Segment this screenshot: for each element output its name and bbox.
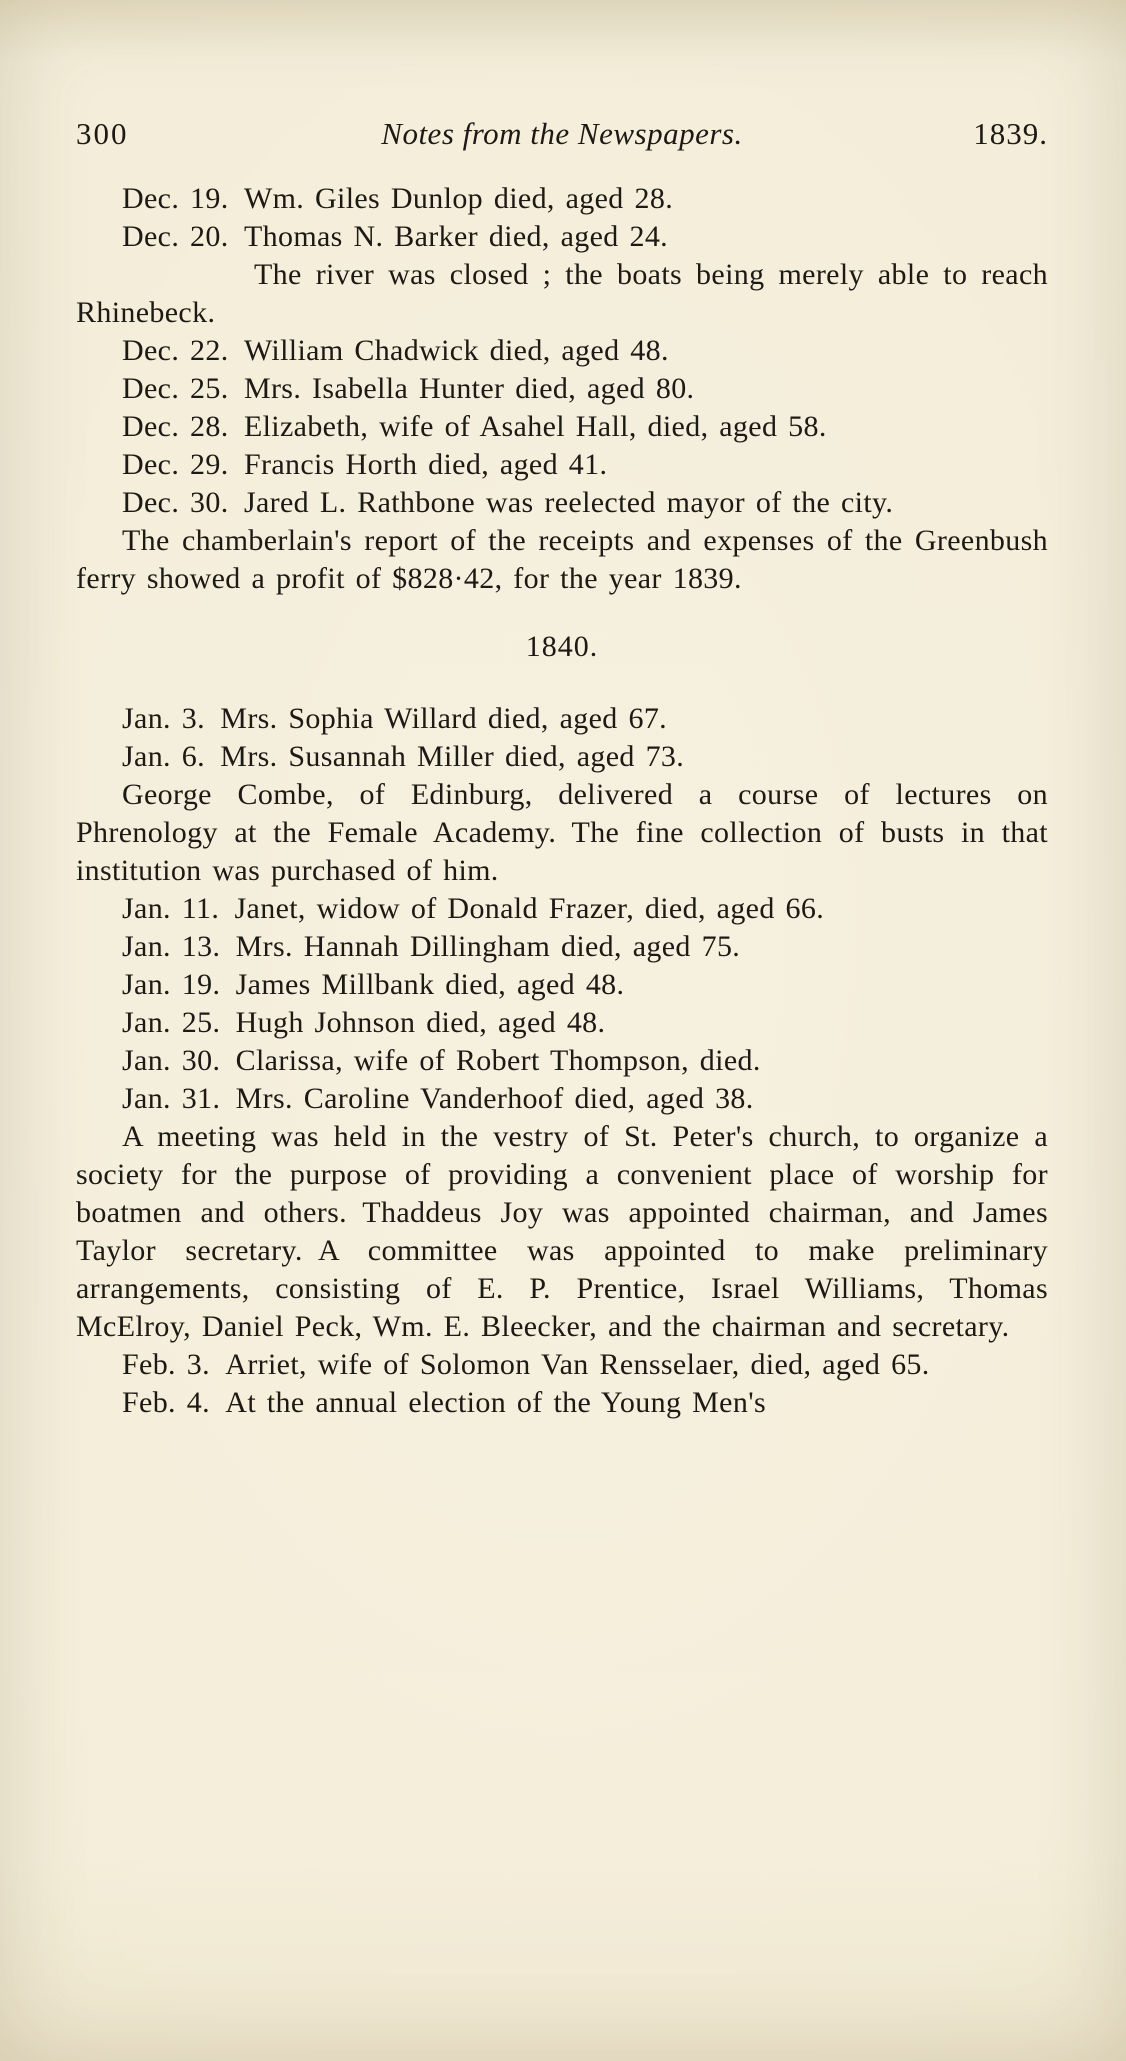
entry-feb-4: Feb. 4. At the annual election of the Young Men's (122, 1386, 766, 1419)
entry-dec-22: Dec. 22. William Chadwick died, aged 48. (122, 334, 669, 367)
paragraph-st-peters-meeting: A meeting was held in the vestry of St. Peter's church, to organize a society for the purpose of providing a convenient place of worship for boatmen and others. Thaddeus Joy was appointed chairman, and James Taylor secretary. A committee was appointed to make preliminary arrangements, consisting of E. P. Prentice, Israel Williams, Thomas McElroy, Daniel Peck, Wm. E. Bleecker, and the chairman and secretary. (76, 1120, 1048, 1343)
running-header (76, 116, 1048, 152)
entry-dec-25: Dec. 25. Mrs. Isabella Hunter died, aged 80. (122, 372, 695, 405)
section-1839 (76, 180, 1048, 598)
entry-dec-29: Dec. 29. Francis Horth died, aged 41. (122, 448, 608, 481)
paragraph-george-combe: George Combe, of Edinburg, delivered a course of lectures on Phrenology at the Female Academy. The fine collection of busts in that institution was purchased of him. (76, 778, 1048, 887)
entry-dec-28: Dec. 28. Elizabeth, wife of Asahel Hall, died, aged 58. (122, 410, 827, 443)
entry-dec-19: Dec. 19. Wm. Giles Dunlop died, aged 28. (122, 182, 674, 215)
paragraph-river-closed: The river was closed ; the boats being merely able to reach Rhinebeck. (76, 258, 1048, 329)
section-1840 (76, 700, 1048, 1422)
page-number: 300 (76, 116, 129, 151)
entry-jan-31: Jan. 31. Mrs. Caroline Vanderhoof died, aged 38. (122, 1082, 754, 1115)
entry-jan-3: Jan. 3. Mrs. Sophia Willard died, aged 67. (122, 702, 668, 735)
entry-jan-30: Jan. 30. Clarissa, wife of Robert Thompson, died. (122, 1044, 761, 1077)
entry-dec-20: Dec. 20. Thomas N. Barker died, aged 24. (122, 220, 669, 253)
paragraph-chamberlain-report: The chamberlain's report of the receipts and expenses of the Greenbush ferry showed a profit of $828·42, for the year 1839. (76, 524, 1048, 595)
entry-jan-11: Jan. 11. Janet, widow of Donald Frazer, died, aged 66. (122, 892, 825, 925)
entry-jan-6: Jan. 6. Mrs. Susannah Miller died, aged 73. (122, 740, 685, 773)
entry-jan-19: Jan. 19. James Millbank died, aged 48. (122, 968, 625, 1001)
entry-jan-13: Jan. 13. Mrs. Hannah Dillingham died, aged 75. (122, 930, 741, 963)
entry-dec-30: Dec. 30. Jared L. Rathbone was reelected mayor of the city. (122, 486, 894, 519)
running-title: Notes from the Newspapers. (381, 116, 743, 151)
entry-feb-3: Feb. 3. Arriet, wife of Solomon Van Rensselaer, died, aged 65. (122, 1348, 930, 1381)
header-year: 1839. (973, 116, 1048, 151)
entry-jan-25: Jan. 25. Hugh Johnson died, aged 48. (122, 1006, 606, 1039)
section-heading-1840: 1840. (525, 630, 599, 663)
